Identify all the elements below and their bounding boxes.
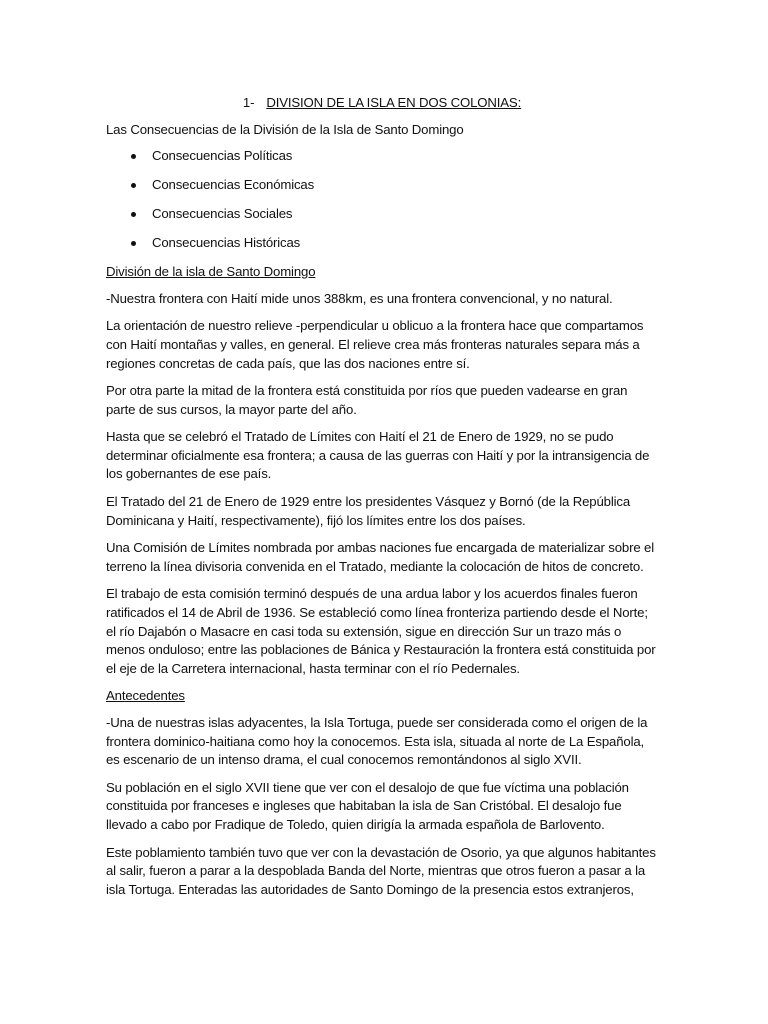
paragraph: -Nuestra frontera con Haití mide unos 388km, es una frontera convencional, y no natural. <box>106 290 613 306</box>
section-title-division: División de la isla de Santo Domingo <box>106 264 316 280</box>
list-item-label: Consecuencias Históricas <box>152 235 301 251</box>
paragraph: Por otra parte la mitad de la frontera está constituida por ríos que pueden vadearse en gran parte de sus cursos, la mayor parte del año. <box>106 383 628 417</box>
heading-number: 1- <box>242 95 255 110</box>
list-item-label: Consecuencias Económicas <box>152 177 315 193</box>
paragraph: Una Comisión de Límites nombrada por ambas naciones fue encargada de materializar sobre el terreno la línea divisoria convenida en el Tratado, mediante la colocación de hitos de concreto. <box>106 540 655 574</box>
list-item <box>106 234 658 253</box>
document-heading <box>106 94 658 113</box>
document-page <box>106 94 658 908</box>
list-item-label: Consecuencias Políticas <box>152 148 293 164</box>
paragraph: El Tratado del 21 de Enero de 1929 entre los presidentes Vásquez y Bornó (de la República Dominicana y Haití, respectivamente), fijó los límites entre los dos países. <box>106 494 631 528</box>
list-item <box>106 147 658 166</box>
bullet-icon <box>131 154 136 159</box>
list-item-label: Consecuencias Sociales <box>152 206 293 222</box>
paragraph: Este poblamiento también tuvo que ver con la devastación de Osorio, ya que algunos habitantes al salir, fueron a parar a la despoblada Banda del Norte, mientras que otros fueron a pasar a la isla Tortuga. Enteradas las autoridades de Santo Domingo de la presencia estos extranjeros, <box>106 844 656 897</box>
consequences-list <box>106 147 658 253</box>
paragraph: La orientación de nuestro relieve -perpendicular u oblicuo a la frontera hace que compartamos con Haití montañas y valles, en general. El relieve crea más fronteras naturales separa más a regiones concretas de cada país, que las dos naciones entre sí. <box>106 318 644 371</box>
section-title-antecedentes: Antecedentes <box>106 688 185 704</box>
heading-title: DIVISION DE LA ISLA EN DOS COLONIAS: <box>266 95 522 110</box>
paragraph: Hasta que se celebró el Tratado de Límites con Haití el 21 de Enero de 1929, no se pudo determinar oficialmente esa frontera; a causa de las guerras con Haití y por la intransigencia de los gobernantes de ese país. <box>106 429 650 482</box>
paragraph: -Una de nuestras islas adyacentes, la Isla Tortuga, puede ser considerada como el origen de la frontera dominico-haitiana como hoy la conocemos. Esta isla, situada al norte de La Española, es escenario de un intenso drama, el cual conocemos remontándonos al siglo XVII. <box>106 715 648 768</box>
intro-line: Las Consecuencias de la División de la Isla de Santo Domingo <box>106 121 464 137</box>
paragraph: Su población en el siglo XVII tiene que ver con el desalojo de que fue víctima una población constituida por franceses e ingleses que habitaban la isla de San Cristóbal. El desalojo fue llevado a cabo por Fradique de Toledo, quien dirigía la armada española de Barlovento. <box>106 779 629 832</box>
list-item <box>106 176 658 195</box>
bullet-icon <box>131 241 136 246</box>
list-item <box>106 205 658 224</box>
bullet-icon <box>131 183 136 188</box>
paragraph: El trabajo de esta comisión terminó después de una ardua labor y los acuerdos finales fueron ratificados el 14 de Abril de 1936. Se estableció como línea fronteriza partiendo desde el Norte; el río Dajabón o Masacre en casi toda su extensión, sigue en dirección Sur un trazo más o menos onduloso; entre las poblaciones de Bánica y Restauración la frontera está constituida por el eje de la Carretera internacional, hasta terminar con el río Pedernales. <box>106 586 656 676</box>
bullet-icon <box>131 212 136 217</box>
